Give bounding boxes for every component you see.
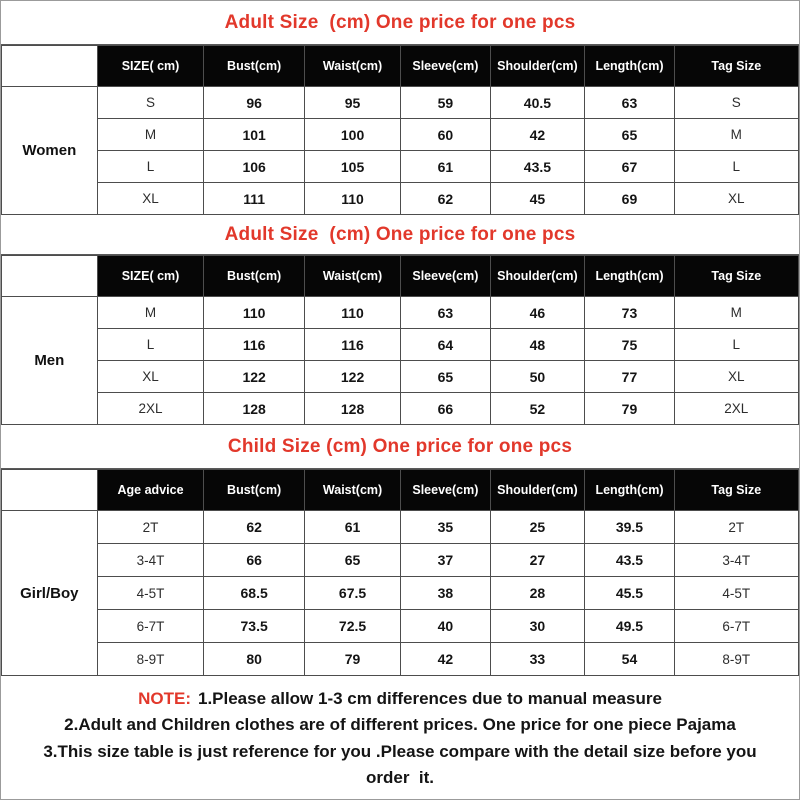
tag-size-cell: 6-7T: [674, 610, 798, 643]
table-row: [2, 183, 799, 215]
size-cell: S: [97, 87, 204, 119]
child-section-title: Child Size (cm) One price for one pcs: [1, 425, 799, 469]
bust-cell: 128: [204, 393, 304, 425]
shoulder-cell: 50: [490, 361, 585, 393]
table-row: [2, 151, 799, 183]
corner-cell: [2, 470, 98, 511]
column-header-size: SIZE( cm): [97, 46, 204, 87]
table-row: [2, 329, 799, 361]
bust-cell: 111: [204, 183, 304, 215]
age-cell: 3-4T: [97, 544, 204, 577]
bust-cell: 96: [204, 87, 304, 119]
length-cell: 69: [585, 183, 674, 215]
column-header-bust: Bust(cm): [204, 470, 304, 511]
note-line-2: 2.Adult and Children clothes are of different prices. One price for one piece Pajama: [64, 715, 736, 735]
size-cell: L: [97, 151, 204, 183]
length-cell: 45.5: [585, 577, 674, 610]
sleeve-cell: 40: [401, 610, 490, 643]
sleeve-cell: 59: [401, 87, 490, 119]
waist-cell: 61: [304, 511, 400, 544]
table-row: [2, 511, 799, 544]
table-row: [2, 393, 799, 425]
waist-cell: 110: [304, 297, 400, 329]
column-header-length: Length(cm): [585, 470, 674, 511]
length-cell: 67: [585, 151, 674, 183]
table-header-row: [2, 256, 799, 297]
shoulder-cell: 25: [490, 511, 585, 544]
shoulder-cell: 52: [490, 393, 585, 425]
size-cell: L: [97, 329, 204, 361]
bust-cell: 110: [204, 297, 304, 329]
waist-cell: 95: [304, 87, 400, 119]
note: [1, 676, 799, 800]
men-size-table: [1, 255, 799, 425]
size-cell: XL: [97, 183, 204, 215]
sleeve-cell: 42: [401, 643, 490, 676]
column-header-waist: Waist(cm): [304, 256, 400, 297]
group-label-women: Women: [2, 87, 98, 215]
corner-cell: [2, 46, 98, 87]
age-cell: 4-5T: [97, 577, 204, 610]
note-item-1: 1.Please allow 1-3 cm differences due to manual measure: [197, 689, 662, 708]
waist-cell: 128: [304, 393, 400, 425]
column-header-waist: Waist(cm): [304, 470, 400, 511]
sleeve-cell: 60: [401, 119, 490, 151]
tag-size-cell: 4-5T: [674, 577, 798, 610]
tag-size-cell: XL: [674, 183, 798, 215]
table-row: [2, 544, 799, 577]
length-cell: 49.5: [585, 610, 674, 643]
column-header-shoulder: Shoulder(cm): [490, 470, 585, 511]
size-cell: M: [97, 119, 204, 151]
bust-cell: 122: [204, 361, 304, 393]
waist-cell: 79: [304, 643, 400, 676]
tag-size-cell: L: [674, 329, 798, 361]
shoulder-cell: 28: [490, 577, 585, 610]
bust-cell: 62: [204, 511, 304, 544]
column-header-shoulder: Shoulder(cm): [490, 46, 585, 87]
column-header-shoulder: Shoulder(cm): [490, 256, 585, 297]
sleeve-cell: 61: [401, 151, 490, 183]
sleeve-cell: 64: [401, 329, 490, 361]
waist-cell: 65: [304, 544, 400, 577]
bust-cell: 73.5: [204, 610, 304, 643]
column-header-size: SIZE( cm): [97, 256, 204, 297]
waist-cell: 105: [304, 151, 400, 183]
sleeve-cell: 38: [401, 577, 490, 610]
bust-cell: 66: [204, 544, 304, 577]
size-cell: XL: [97, 361, 204, 393]
bust-cell: 116: [204, 329, 304, 361]
column-header-bust: Bust(cm): [204, 256, 304, 297]
column-header-bust: Bust(cm): [204, 46, 304, 87]
table-row: [2, 87, 799, 119]
tag-size-cell: M: [674, 297, 798, 329]
tag-size-cell: XL: [674, 361, 798, 393]
note-label: NOTE:: [138, 689, 191, 708]
bust-cell: 101: [204, 119, 304, 151]
corner-cell: [2, 256, 98, 297]
column-header-tag-size: Tag Size: [674, 46, 798, 87]
note-line-1: [25, 686, 775, 712]
sleeve-cell: 65: [401, 361, 490, 393]
column-header-tag-size: Tag Size: [674, 256, 798, 297]
shoulder-cell: 45: [490, 183, 585, 215]
table-row: [2, 643, 799, 676]
age-cell: 2T: [97, 511, 204, 544]
shoulder-cell: 27: [490, 544, 585, 577]
shoulder-cell: 40.5: [490, 87, 585, 119]
table-row: [2, 577, 799, 610]
note-line-3: 3.This size table is just reference for you .Please compare with the detail size before you order it.: [43, 741, 762, 788]
shoulder-cell: 43.5: [490, 151, 585, 183]
column-header-waist: Waist(cm): [304, 46, 400, 87]
women-size-table: [1, 45, 799, 215]
shoulder-cell: 46: [490, 297, 585, 329]
length-cell: 39.5: [585, 511, 674, 544]
table-row: [2, 361, 799, 393]
column-header-sleeve: Sleeve(cm): [401, 470, 490, 511]
column-header-age-advice: Age advice: [97, 470, 204, 511]
table-row: [2, 297, 799, 329]
column-header-length: Length(cm): [585, 46, 674, 87]
shoulder-cell: 48: [490, 329, 585, 361]
bust-cell: 106: [204, 151, 304, 183]
waist-cell: 122: [304, 361, 400, 393]
length-cell: 65: [585, 119, 674, 151]
tag-size-cell: L: [674, 151, 798, 183]
group-label-girl-boy: Girl/Boy: [2, 511, 98, 676]
length-cell: 77: [585, 361, 674, 393]
column-header-tag-size: Tag Size: [674, 470, 798, 511]
sleeve-cell: 63: [401, 297, 490, 329]
shoulder-cell: 42: [490, 119, 585, 151]
bust-cell: 68.5: [204, 577, 304, 610]
waist-cell: 67.5: [304, 577, 400, 610]
length-cell: 54: [585, 643, 674, 676]
shoulder-cell: 30: [490, 610, 585, 643]
men-section-title: Adult Size (cm) One price for one pcs: [1, 215, 799, 255]
column-header-sleeve: Sleeve(cm): [401, 46, 490, 87]
women-section-title: Adult Size (cm) One price for one pcs: [1, 1, 799, 45]
length-cell: 73: [585, 297, 674, 329]
table-header-row: [2, 46, 799, 87]
waist-cell: 116: [304, 329, 400, 361]
waist-cell: 110: [304, 183, 400, 215]
shoulder-cell: 33: [490, 643, 585, 676]
length-cell: 63: [585, 87, 674, 119]
waist-cell: 72.5: [304, 610, 400, 643]
table-row: [2, 610, 799, 643]
table-header-row: [2, 470, 799, 511]
bust-cell: 80: [204, 643, 304, 676]
size-cell: 2XL: [97, 393, 204, 425]
group-label-men: Men: [2, 297, 98, 425]
sleeve-cell: 35: [401, 511, 490, 544]
age-cell: 8-9T: [97, 643, 204, 676]
table-row: [2, 119, 799, 151]
column-header-length: Length(cm): [585, 256, 674, 297]
tag-size-cell: 2XL: [674, 393, 798, 425]
age-cell: 6-7T: [97, 610, 204, 643]
tag-size-cell: M: [674, 119, 798, 151]
sleeve-cell: 66: [401, 393, 490, 425]
size-cell: M: [97, 297, 204, 329]
sleeve-cell: 37: [401, 544, 490, 577]
column-header-sleeve: Sleeve(cm): [401, 256, 490, 297]
tag-size-cell: S: [674, 87, 798, 119]
length-cell: 79: [585, 393, 674, 425]
waist-cell: 100: [304, 119, 400, 151]
sleeve-cell: 62: [401, 183, 490, 215]
length-cell: 75: [585, 329, 674, 361]
length-cell: 43.5: [585, 544, 674, 577]
tag-size-cell: 3-4T: [674, 544, 798, 577]
tag-size-cell: 2T: [674, 511, 798, 544]
child-size-table: [1, 469, 799, 676]
tag-size-cell: 8-9T: [674, 643, 798, 676]
